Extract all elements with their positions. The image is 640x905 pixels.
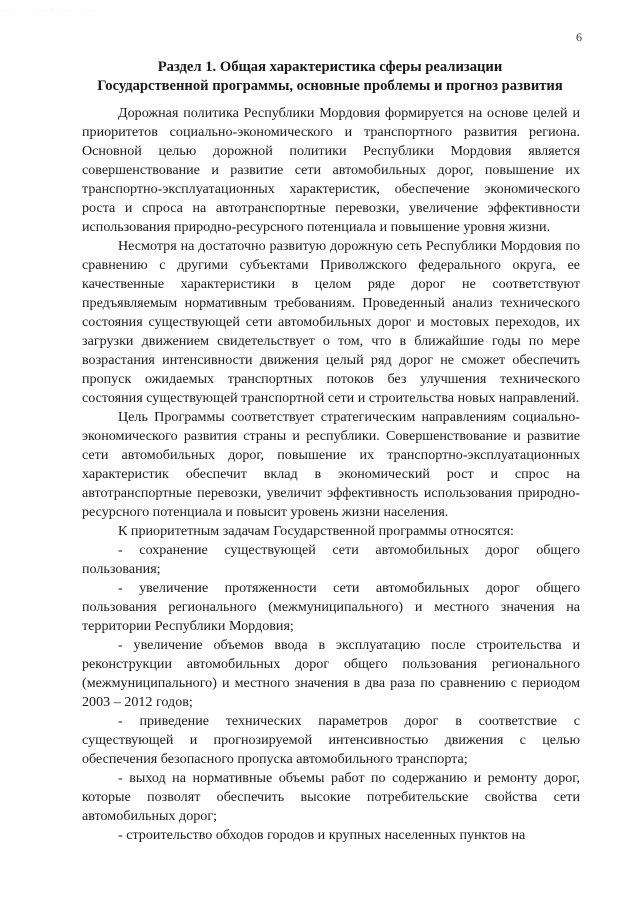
paragraph-2: Несмотря на достаточно развитую дорожную сеть Республики Мордовия по сравнению с другими субъектами Приволжского федерального округа, ее качественные характеристики в целом ряде дорог не соответствуют предъявляемым нормативным требованиям. Проведенный анализ технического состояния существующей сети автомобильных дорог и мостовых переходов, их загрузки движением свидетельствует о том, что в ближайшие годы по мере возрастания интенсивности движения целый ряд дорог не сможет обеспечить пропуск ожидаемых транспортных потоков без улучшения технического состояния существующей транспортной сети и строительства новых направлений. xyxy=(82,238,580,406)
paragraph-1: Дорожная политика Республики Мордовия формируется на основе целей и приоритетов социально-экономического и транспортного развития региона. Основной целью дорожной политики Республики Мордовия является совершенствование и развитие сети автомобильных дорог, повышение их транспортно-эксплуатационных характеристик, обеспечение экономического роста и спроса на автотранспортные перевозки, увеличение эффективности использования природно-ресурсного потенциала и повышение уровня жизни. xyxy=(82,105,580,235)
section-title-line-1: Раздел 1. Общая характеристика сферы реализации xyxy=(157,59,503,75)
page-number: 6 xyxy=(576,30,582,44)
scan-artifact: · · · · · ·· ·· · · xyxy=(4,8,95,14)
list-item-3: - увеличение объемов ввода в эксплуатацию после строительства и реконструкции автомобильных дорог общего пользования регионального (межмуниципального) и местного значения в два раза по сравнению с периодом 2003 – 2012 годов; xyxy=(82,637,580,710)
list-item-1: - сохранение существующей сети автомобильных дорог общего пользования; xyxy=(82,542,580,577)
list-item-6: - строительство обходов городов и крупных населенных пунктов на xyxy=(118,827,526,843)
section-title-line-2: Государственной программы, основные проблемы и прогноз развития xyxy=(97,77,563,94)
list-item-4: - приведение технических параметров дорог в соответствие с существующей и прогнозируемой интенсивностью движения с целью обеспечения безопасного пропуска автомобильного транспорта; xyxy=(82,713,580,767)
paragraph-4: К приоритетным задачам Государственной программы относятся: xyxy=(118,523,514,539)
document-body xyxy=(82,104,580,845)
paragraph-3: Цель Программы соответствует стратегическим направлениям социально-экономического развития страны и республики. Совершенствование и развитие сети автомобильных дорог, повышение их транспортно-эксплуатационных характеристик обеспечит вклад в экономический рост и спрос на автотранспортные перевозки, увеличит эффективность использования природно-ресурсного потенциала и повысит уровень жизни населения. xyxy=(82,409,580,520)
section-title xyxy=(78,58,582,95)
list-item-5: - выход на нормативные объемы работ по содержанию и ремонту дорог, которые позволят обеспечить высокие потребительские свойства сети автомобильных дорог; xyxy=(82,770,580,824)
list-item-2: - увеличение протяженности сети автомобильных дорог общего пользования регионального (межмуниципального) и местного значения на территории Республики Мордовия; xyxy=(82,580,580,634)
